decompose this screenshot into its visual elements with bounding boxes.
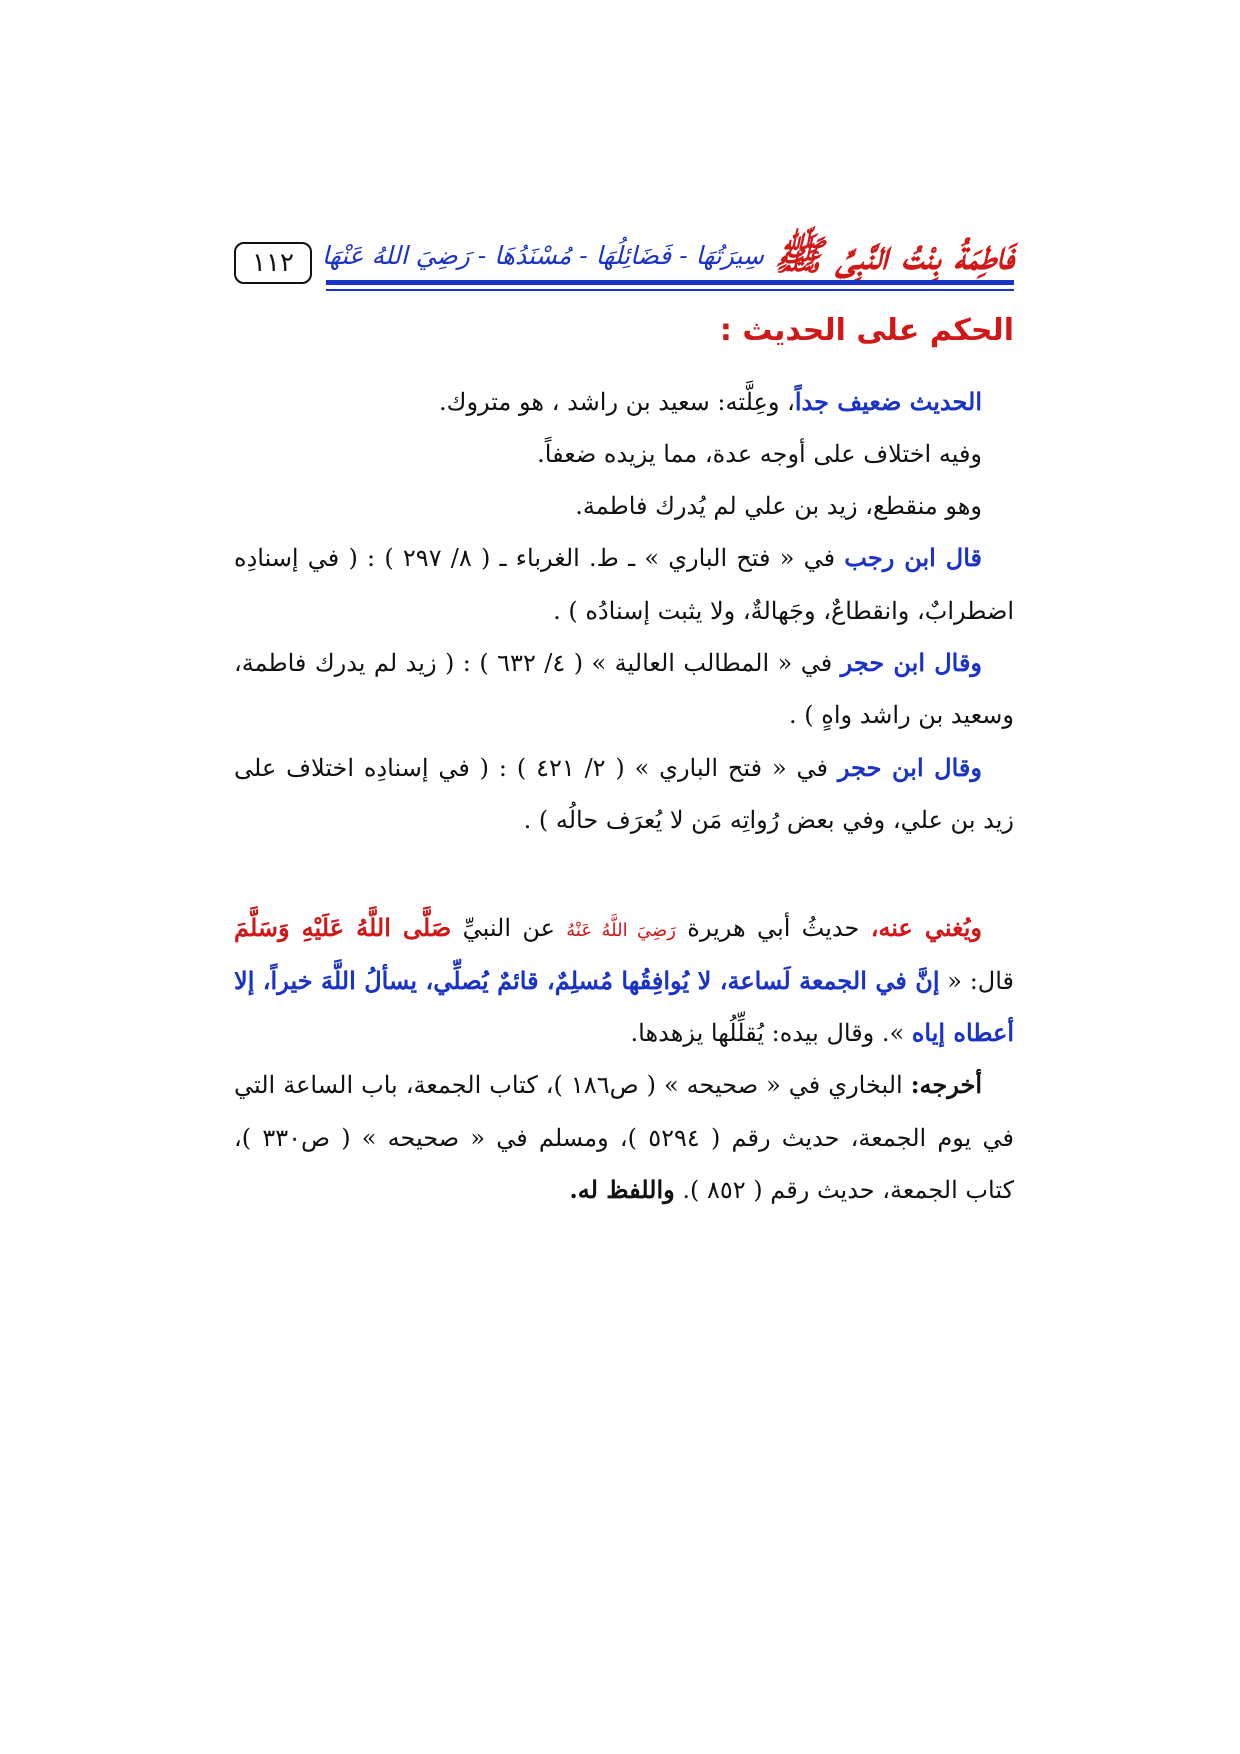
ibn-hajar-matalib-paragraph <box>234 637 1014 742</box>
ibn-hajar-lead-2: وقال ابن حجر <box>837 752 982 782</box>
ruling-lead: الحديث ضعيف جداً <box>794 386 982 416</box>
takhrij-lead: أخرجه: <box>910 1070 982 1100</box>
hadith-close: ». وقال بيده: يُقلِّلُها يزهدها. <box>630 1018 912 1047</box>
ruling-text: ، وعِلَّته: سعيد بن راشد ، هو متروك. <box>439 387 795 416</box>
salla-formula: صَلَّى اللَّهُ عَلَيْهِ وَسَلَّمَ <box>234 913 452 943</box>
ibn-hajar-text-2: في « فتح الباري » ( ٢/ ٤٢١ ) : ( في إسنادِه اختلاف على زيد بن علي، وفي بعض رُواتِه مَن لا يُعرَف حالُه ) . <box>234 753 1014 834</box>
page-header <box>234 200 1014 292</box>
ruling-paragraph <box>234 376 1014 428</box>
takhrij-text: البخاري في « صحيحه » ( ص١٨٦ )، كتاب الجمعة، باب الساعة التي في يوم الجمعة، حديث رقم ( ٥٢٩٤ )، ومسلم في « صحيحه » ( ص٣٣٠ )، كتاب الجمعة، حديث رقم ( ٨٥٢ ). <box>234 1071 1014 1204</box>
hadith-qala: قال: « <box>939 966 1015 995</box>
takhrij-paragraph <box>234 1059 1014 1216</box>
section-spacer <box>234 846 1014 902</box>
interruption-paragraph: وهو منقطع، زيد بن علي لم يُدرك فاطمة. <box>575 492 982 521</box>
header-rule-thick <box>326 280 1014 285</box>
book-title <box>321 200 1014 279</box>
hadith-paragraph <box>234 902 1014 1059</box>
header-rule-thin <box>326 289 1014 291</box>
ibn-hajar-lead-1: وقال ابن حجر <box>840 648 983 678</box>
hadith-lead: ويُغني عنه، <box>870 913 982 943</box>
book-title-main: فَاطِمَةُ بِنْتُ النَّبِيِّ ﷺ <box>774 232 1014 279</box>
radi-formula: رَضِيَ اللَّهُ عَنْهُ <box>566 920 676 942</box>
ibn-rajab-lead: قال ابن رجب <box>844 543 982 573</box>
ibn-hajar-text-1: في « المطالب العالية » ( ٤/ ٦٣٢ ) : ( زيد لم يدرك فاطمة، وسعيد بن راشد واهٍ ) . <box>234 649 1014 730</box>
page-number: ١١٢ <box>234 242 312 284</box>
disagreement-paragraph: وفيه اختلاف على أوجه عدة، مما يزيده ضعفاً. <box>537 439 982 468</box>
ibn-rajab-paragraph <box>234 532 1014 637</box>
ibn-hajar-fath-paragraph <box>234 742 1014 847</box>
takhrij-tail: واللفظ له. <box>569 1174 675 1204</box>
section-heading: الحكم على الحديث : <box>719 313 1014 348</box>
hadith-intro: حديثُ أبي هريرة <box>675 914 871 943</box>
ibn-rajab-text: في « فتح الباري » ـ ط. الغرباء ـ ( ٨/ ٢٩٧ ) : ( في إسنادِه اضطرابٌ، وانقطاعٌ، وجَهالةٌ، ولا يثبت إسنادُه ) . <box>234 544 1014 625</box>
hadith-from: عن النبيِّ <box>451 914 567 943</box>
hadith-text: إنَّ في الجمعة لَساعة، لا يُوافِقُها مُسلِمٌ، قائمٌ يُصلِّي، يسألُ اللَّهَ خيراً، إلا أعطاه إياه <box>234 965 1014 1047</box>
page-body <box>234 305 1014 1216</box>
book-title-subtitle: سِيرَتُهَا - فَضَائِلُهَا - مُسْنَدُهَا - رَضِيَ اللهُ عَنْهَا <box>321 241 764 270</box>
